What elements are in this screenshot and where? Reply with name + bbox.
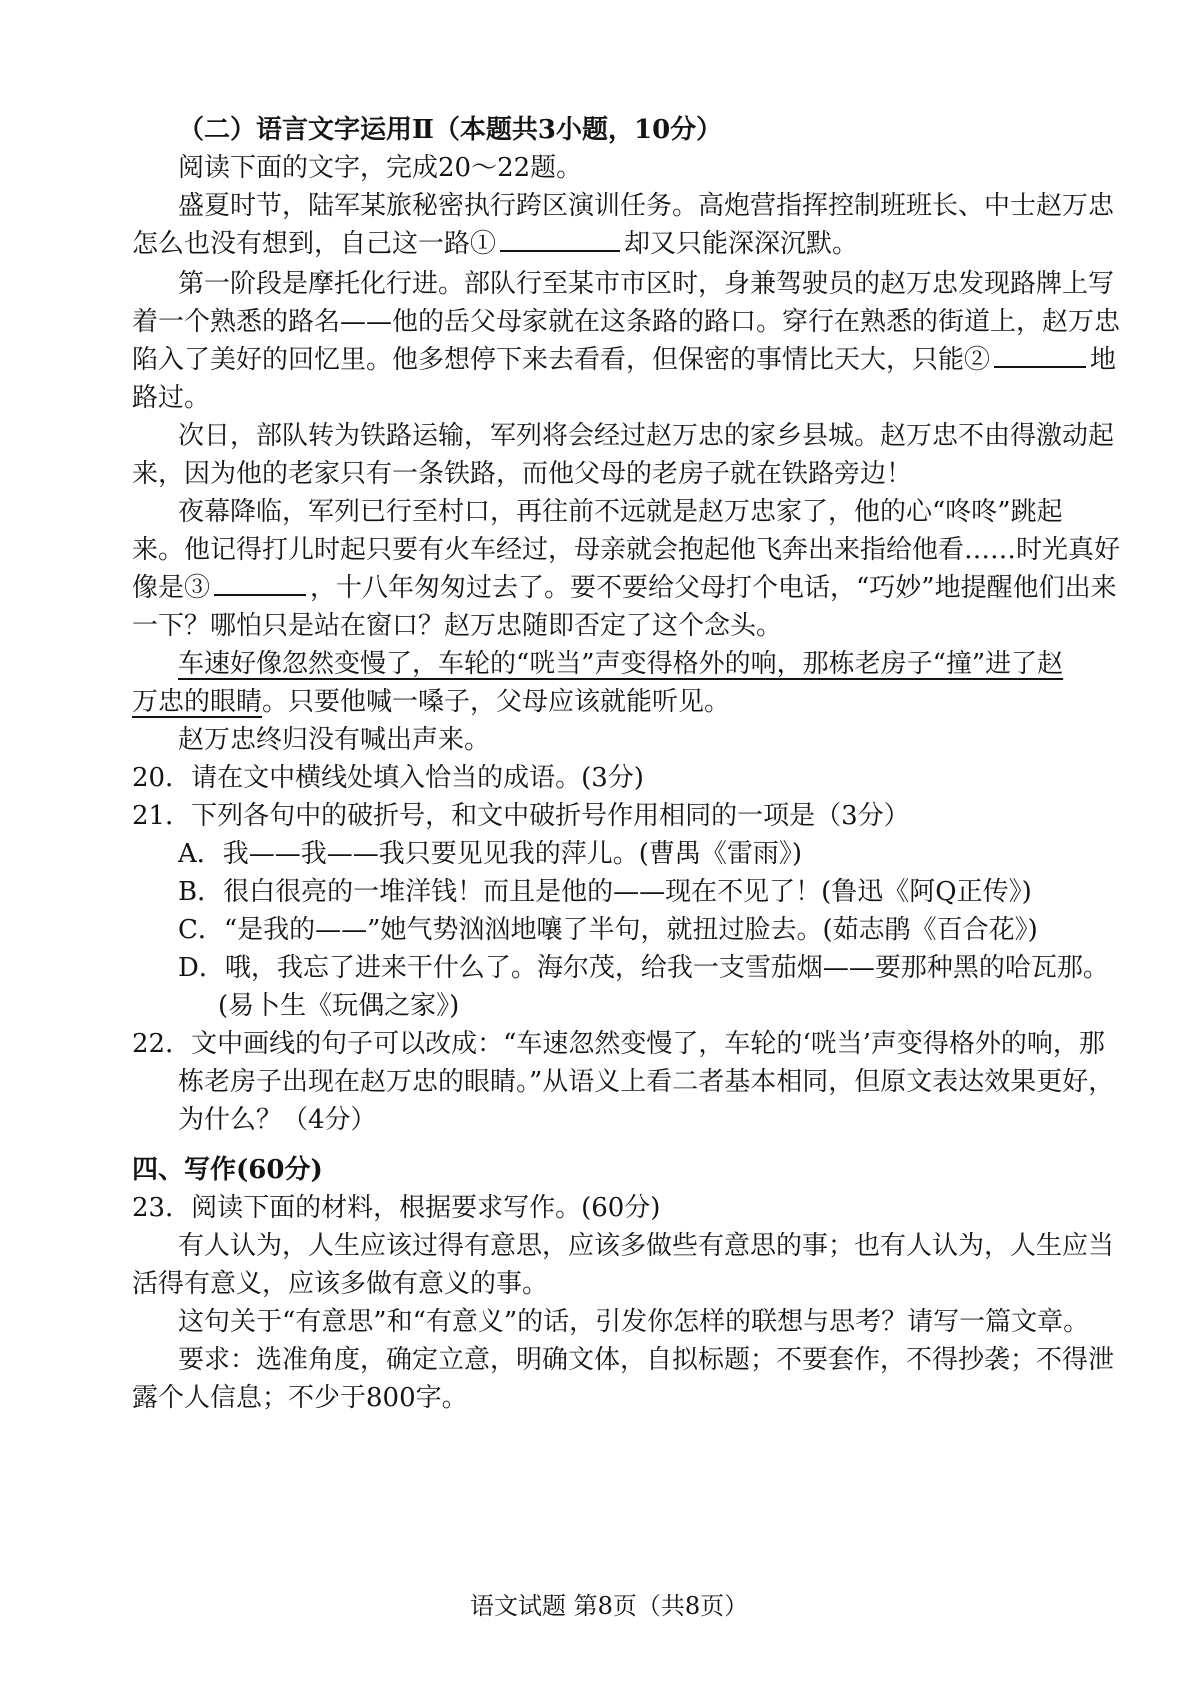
passage-line: 来。他记得打儿时起只要有火车经过，母亲就会抱起他飞奔出来指给他看……时光真好 xyxy=(132,535,1121,565)
option-d-source: (易卜生《玩偶之家》) xyxy=(218,991,460,1021)
reading-instruction: 阅读下面的文字，完成20～22题。 xyxy=(178,153,583,183)
passage-line: 次日，部队转为铁路运输，军列将会经过赵万忠的家乡县城。赵万忠不由得激动起 xyxy=(178,421,1115,451)
underlined-text: 万忠的眼睛 xyxy=(132,687,263,717)
material-line: 这句关于“有意思”和“有意义”的话，引发你怎样的联想与思考？请写一篇文章。 xyxy=(178,1307,1090,1337)
option-b: B．很白很亮的一堆洋钱！而且是他的——现在不见了！(鲁迅《阿Q正传》) xyxy=(178,877,1032,907)
passage-text: 。只要他喊一嗓子，父母应该就能听见。 xyxy=(262,687,731,717)
passage-text: ，十八年匆匆过去了。要不要给父母打个电话，“巧妙”地提醒他们出来 xyxy=(310,573,1117,603)
passage-text: 像是③ xyxy=(132,573,211,603)
section-title: （二）语言文字运用Ⅱ（本题共3小题，10分） xyxy=(178,115,723,145)
underlined-text: 车速好像忽然变慢了，车轮的“咣当”声变得格外的响，那栋老房子“撞”进了赵 xyxy=(178,649,1064,679)
passage-line: 路过。 xyxy=(132,383,211,413)
passage-text: 却又只能深深沉默。 xyxy=(624,229,859,259)
passage-line: 着一个熟悉的路名——他的岳父母家就在这条路的路口。穿行在熟悉的街道上，赵万忠 xyxy=(132,307,1121,337)
passage-text: 陷入了美好的回忆里。他多想停下来去看看，但保密的事情比天大，只能② xyxy=(132,345,991,375)
passage-line: 赵万忠终归没有喊出声来。 xyxy=(178,725,491,755)
material-line: 有人认为，人生应该过得有意思，应该多做些有意思的事；也有人认为，人生应当 xyxy=(178,1231,1115,1261)
page-footer: 语文试题 第8页（共8页） xyxy=(470,1592,749,1620)
writing-section-title: 四、写作(60分) xyxy=(132,1155,323,1185)
passage-line xyxy=(132,570,1117,606)
underlined-sentence xyxy=(178,646,1063,682)
question-23: 23．阅读下面的材料，根据要求写作。(60分) xyxy=(132,1193,661,1223)
question-20: 20．请在文中横线处填入恰当的成语。(3分) xyxy=(132,763,644,793)
passage-line xyxy=(132,226,858,262)
fill-blank-2[interactable] xyxy=(994,342,1086,368)
passage-line: 一下？哪怕只是站在窗口？赵万忠随即否定了这个念头。 xyxy=(132,611,783,641)
passage-line: 夜幕降临，军列已行至村口，再往前不远就是赵万忠家了，他的心“咚咚”跳起 xyxy=(178,497,1063,527)
material-line: 活得有意义，应该多做有意义的事。 xyxy=(132,1269,549,1299)
passage-text: 地 xyxy=(1090,345,1117,375)
question-22-line: 栋老房子出现在赵万忠的眼睛。”从语义上看二者基本相同，但原文表达效果更好， xyxy=(178,1067,1115,1097)
passage-line xyxy=(132,342,1116,378)
option-d: D．哦，我忘了进来干什么了。海尔茂，给我一支雪茄烟——要那种黑的哈瓦那。 xyxy=(178,953,1109,983)
question-21-stem: 21．下列各句中的破折号，和文中破折号作用相同的一项是（3分） xyxy=(132,801,910,831)
passage-line: 盛夏时节，陆军某旅秘密执行跨区演训任务。高炮营指挥控制班班长、中士赵万忠 xyxy=(178,191,1115,221)
option-c: C．“是我的——”她气势汹汹地嚷了半句，就扭过脸去。(茹志鹃《百合花》) xyxy=(178,915,1038,945)
option-a: A．我——我——我只要见见我的萍儿。(曹禺《雷雨》) xyxy=(178,839,803,869)
requirement-line: 露个人信息；不少于800字。 xyxy=(132,1383,468,1413)
question-22: 22．文中画线的句子可以改成：“车速忽然变慢了，车轮的‘咣当’声变得格外的响，那 xyxy=(132,1029,1105,1059)
passage-line xyxy=(132,684,730,720)
fill-blank-1[interactable] xyxy=(500,226,620,252)
question-22-line: 为什么？（4分） xyxy=(178,1105,377,1135)
passage-line: 来，因为他的老家只有一条铁路，而他父母的老房子就在铁路旁边！ xyxy=(132,459,913,489)
passage-line: 第一阶段是摩托化行进。部队行至某市市区时，身兼驾驶员的赵万忠发现路牌上写 xyxy=(178,269,1115,299)
requirement-line: 要求：选准角度，确定立意，明确文体，自拟标题；不要套作，不得抄袭；不得泄 xyxy=(178,1345,1115,1375)
passage-text: 怎么也没有想到，自己这一路① xyxy=(132,229,497,259)
fill-blank-3[interactable] xyxy=(214,570,306,596)
